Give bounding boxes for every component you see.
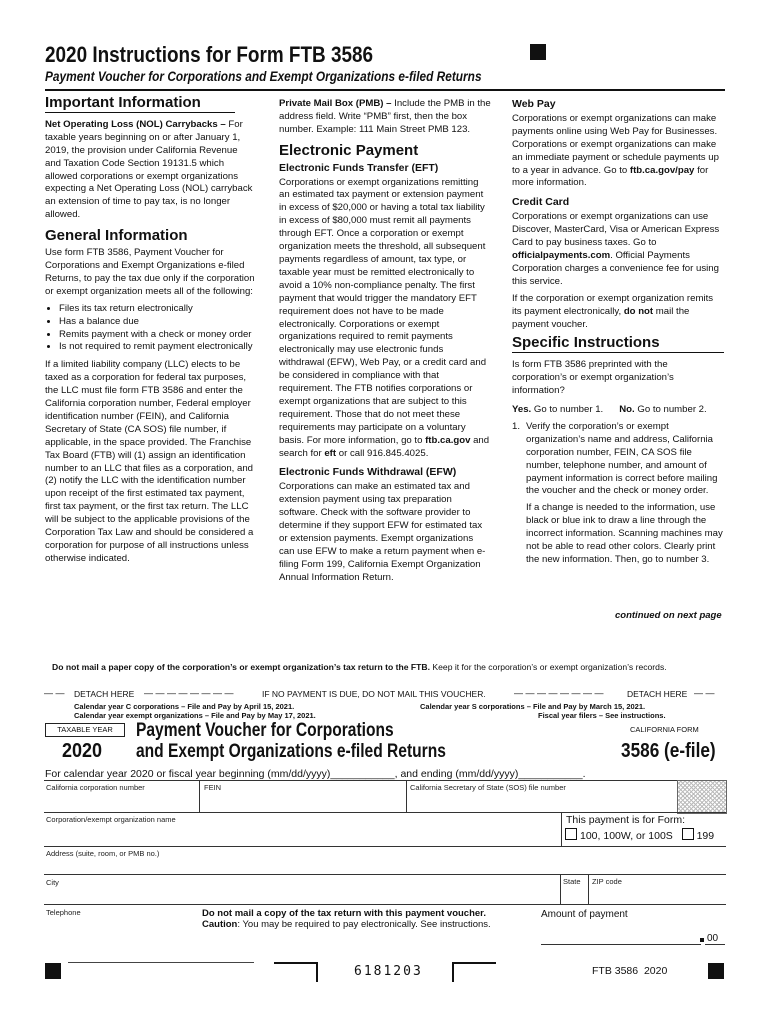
divider xyxy=(406,781,407,813)
amount-field[interactable] xyxy=(541,944,701,945)
remit-text: If the corporation or exempt organization remits its payment electronically, xyxy=(512,292,714,317)
efw-text: Corporations can make an estimated tax and extension payment using tax preparation software. Check with the software provider to determine if they support EFW for estimated tax or extension payments. Exempt organizations can use EFW to make a return payment when e-filing Form 199, California Exempt Organization Annual Information Return. xyxy=(279,481,486,583)
step-body xyxy=(526,421,724,571)
due-c-1: Calendar year C corporations – File and Pay by April 15, 2021. xyxy=(74,702,295,711)
voucher-title xyxy=(136,720,446,762)
ftb-link[interactable]: ftb.ca.gov xyxy=(425,434,471,446)
eft-heading: Electronic Funds Transfer (EFT) xyxy=(279,161,439,174)
webpay-heading: Web Pay xyxy=(512,98,556,110)
due-s-1: Calendar year S corporations – File and Pay by March 15, 2021. xyxy=(420,702,646,711)
remit-paragraph xyxy=(512,293,724,332)
fein-label: FEIN xyxy=(204,783,222,792)
dash-left: — — xyxy=(44,688,65,698)
form-number: 3586 (e-file) xyxy=(621,740,716,762)
general-text: Use form FTB 3586, Payment Voucher for Corporations and Exempt Organizations e-filed Returns, to pay the tax due only if the corporation or exempt organization meets all of the following: xyxy=(45,247,255,297)
eft-paragraph xyxy=(279,177,491,461)
divider xyxy=(561,812,562,846)
voucher-title-1: Payment Voucher for Corporations xyxy=(136,720,394,741)
form-100-checkbox[interactable] xyxy=(565,828,577,840)
credit-card-heading: Credit Card xyxy=(512,196,570,209)
decimal-point xyxy=(700,938,704,942)
divider xyxy=(560,874,561,904)
webpay-text: Corporations or exempt organizations can make payments online using Web Pay for Businesses. Corporations or exempt organizations can make an immediate payment or schedule payments up to a year in advance. Go to xyxy=(512,112,719,176)
due-c-2: Calendar year exempt organizations – File and Pay by May 17, 2021. xyxy=(74,711,316,720)
mail-warning-text: Do not mail a copy of the tax return with this payment voucher. xyxy=(202,908,486,919)
yes-no-line xyxy=(512,404,724,417)
shaded-box xyxy=(677,780,727,814)
list-item: • Files its tax return electronically xyxy=(59,303,255,316)
form-option-2: 199 xyxy=(696,830,715,842)
mail-warning xyxy=(202,908,491,930)
zip-label: ZIP code xyxy=(592,877,622,886)
cc-text-2: . Official Payments Corporation charges a convenience fee for using this service. xyxy=(512,249,719,287)
credit-card-paragraph xyxy=(512,211,724,288)
no-label: No. xyxy=(619,404,635,416)
ca-form-label: CALIFORNIA FORM xyxy=(630,725,699,734)
heading-underline xyxy=(45,112,235,113)
column-2 xyxy=(279,98,491,589)
llc-text: If a limited liability company (LLC) elects to be taxed as a corporation for federal tax purposes, the LLC must file form FTB 3586 and enter the California corporation number, Federal employer identification number (FEIN), and California Secretary of State (CA SOS) file number, if applicable, in the space provided. The Franchise Tax Board (FTB) will (1) assign an identification number to an LLC that files as a corporation, and (2) notify the LLC with the identification number upon receipt of the first estimated tax payment, first tax payment, or the first tax return. The LLC will be subject to the applicable provisions of the Corporation Tax Law and should be considered a corporation for purpose of all instructions unless otherwise indicated. xyxy=(45,359,254,564)
calendar-line[interactable]: For calendar year 2020 or fiscal year beginning (mm/dd/yyyy)___________, and ending (mm/dd/yyyy)___________. xyxy=(45,768,586,780)
step-1-text-2: If a change is needed to the information, use black or blue ink to draw a line through the incorrect information. Scanning machines may not be able to read other colors. Clearly print the new information. Then, go to number 3. xyxy=(526,502,723,565)
detach-left-label: DETACH HERE xyxy=(74,689,135,699)
page-subtitle: Payment Voucher for Corporations and Exempt Organizations e-filed Returns xyxy=(45,69,482,84)
step-1-text: Verify the corporation’s or exempt organization’s name and address, California corporation number, FEIN, CA SOS file number, telephone number, and amount of payment information is correct before mailing the voucher and the check or money order. xyxy=(526,420,718,497)
yes-text: Go to number 1. xyxy=(533,404,604,416)
form-199-checkbox[interactable] xyxy=(682,828,694,840)
divider xyxy=(199,781,200,813)
dash-right: — — xyxy=(694,688,715,698)
important-heading: Important Information xyxy=(45,94,201,111)
taxable-year-box: TAXABLE YEAR xyxy=(45,723,125,737)
amount-label: Amount of payment xyxy=(541,909,628,920)
no-payment-label: IF NO PAYMENT IS DUE, DO NOT MAIL THIS VOUCHER. xyxy=(262,689,486,699)
continued-note: continued on next page xyxy=(615,610,722,621)
registration-mark xyxy=(708,963,724,979)
corp-number-label: California corporation number xyxy=(46,783,145,792)
corner-mark xyxy=(274,962,318,982)
telephone-label: Telephone xyxy=(46,908,81,917)
pmb-heading: Private Mail Box (PMB) – xyxy=(279,98,392,109)
form-options xyxy=(565,828,714,842)
voucher-year: 2020 xyxy=(62,740,103,762)
corner-mark xyxy=(452,962,496,982)
webpay-tail: for more information. xyxy=(512,164,709,189)
eft-text-2: and search for xyxy=(279,434,490,459)
general-heading: General Information xyxy=(45,227,188,245)
eft-text: Corporations or exempt organizations remitting an estimated tax payment or extension payment in excess of $20,000 or having a total tax liability in excess of $80,000 must remit all payments through EFT. Once a corporation or exempt organization meets the threshold, all subsequent payments regardless of amount, tax type, or taxable year must be remitted electronically to avoid a 10% non-compliance penalty. The first payment that would trigger the mandatory EFT requirement does not have to be made electronically. Corporations or exempt organizations required to remit payments electronically may use electronic funds withdrawal (EFW), Web Pay, or a credit card and be considered in compliance with that requirement. The FTB notifies corporations or exempt organizations that are subject to this requirement. Those that do not meet these requirements may participate on a voluntary basis. For more information, go to xyxy=(279,176,487,446)
pmb-text: Include the PMB in the address field. Write “PMB” first, then the box number. Example: 111 Main Street PMB 123. xyxy=(279,98,491,135)
pmb-paragraph xyxy=(279,98,491,137)
footer-form-id: FTB 3586 2020 xyxy=(592,965,668,977)
notice-rest: Keep it for the corporation’s or exempt organization’s records. xyxy=(432,662,667,672)
electronic-payment-heading: Electronic Payment xyxy=(279,141,419,159)
divider xyxy=(588,874,589,904)
preprinted-question: Is form FTB 3586 preprinted with the corporation’s or exempt organization’s information? xyxy=(512,359,674,397)
bottom-rule xyxy=(68,962,254,963)
registration-mark xyxy=(45,963,61,979)
nol-text: For taxable years beginning on or after January 1, 2019, the provision under California Revenue and Taxation Code Section 19131.5 which allowed corporations or exempt organizations expecting a Net Operating Loss (NOL) carryback an extension of time to pay tax, is no longer allowed. xyxy=(45,118,253,221)
header-rule xyxy=(45,89,725,91)
heading-underline xyxy=(512,352,724,353)
yes-label: Yes. xyxy=(512,404,532,416)
step-number: 1. xyxy=(512,420,521,432)
list-item: • Is not required to remit payment electronically xyxy=(59,341,255,354)
caution-label: Caution xyxy=(202,919,238,930)
webpay-link[interactable]: ftb.ca.gov/pay xyxy=(629,164,695,176)
webpay-paragraph xyxy=(512,113,724,190)
barcode-number: 6181203 xyxy=(354,964,423,979)
remit-text-2: mail the payment voucher. xyxy=(512,305,690,330)
dash-mid-right: — — — — — — — — xyxy=(514,688,604,698)
form-option-1: 100, 100W, or 100S xyxy=(580,830,673,842)
caution-text: : You may be required to pay electronically. See instructions. xyxy=(237,919,491,930)
due-s-2: Fiscal year filers – See instructions. xyxy=(538,711,666,720)
no-text: Go to number 2. xyxy=(637,404,707,416)
nol-paragraph xyxy=(45,119,255,222)
id-row xyxy=(44,780,677,813)
caution-line xyxy=(202,919,491,930)
detach-right-label: DETACH HERE xyxy=(627,689,688,699)
column-1 xyxy=(45,94,255,570)
state-label: State xyxy=(563,877,581,886)
do-not-mail-notice xyxy=(52,662,732,672)
efw-heading: Electronic Funds Withdrawal (EFW) xyxy=(279,466,457,479)
step-1 xyxy=(512,421,724,571)
remit-bold: do not xyxy=(623,305,654,317)
column-3 xyxy=(512,98,724,571)
corp-name-label: Corporation/exempt organization name xyxy=(46,815,176,824)
list-item: • Has a balance due xyxy=(59,316,255,329)
official-payments-link[interactable]: officialpayments.com xyxy=(512,249,611,261)
payment-for-label: This payment is for Form: xyxy=(566,814,686,826)
registration-mark xyxy=(530,44,546,60)
requirements-list xyxy=(45,303,255,355)
nol-heading: Net Operating Loss (NOL) Carrybacks – xyxy=(45,118,226,130)
cc-text: Corporations or exempt organizations can use Discover, MasterCard, Visa or American Express Card to pay business taxes. Go to xyxy=(512,211,720,249)
address-label: Address (suite, room, or PMB no.) xyxy=(46,849,160,858)
page-title: 2020 Instructions for Form FTB 3586 xyxy=(45,42,374,67)
sos-label: California Secretary of State (SOS) file number xyxy=(410,783,566,792)
voucher-title-2: and Exempt Organizations e-filed Returns xyxy=(136,741,446,762)
city-label: City xyxy=(46,878,59,887)
dash-mid-left: — — — — — — — — xyxy=(144,688,234,698)
cents-line xyxy=(705,944,725,945)
specific-instructions-heading: Specific Instructions xyxy=(512,334,660,352)
address-row xyxy=(44,846,726,858)
eft-text-3: or call 916.845.4025. xyxy=(338,447,429,459)
list-item: • Remits payment with a check or money order xyxy=(59,329,255,342)
amount-cents: 00 xyxy=(707,933,719,944)
detach-line xyxy=(44,688,728,700)
notice-bold: Do not mail a paper copy of the corporation’s or exempt organization’s tax return to the FTB. xyxy=(52,662,431,672)
eft-search-term: eft xyxy=(324,447,337,459)
